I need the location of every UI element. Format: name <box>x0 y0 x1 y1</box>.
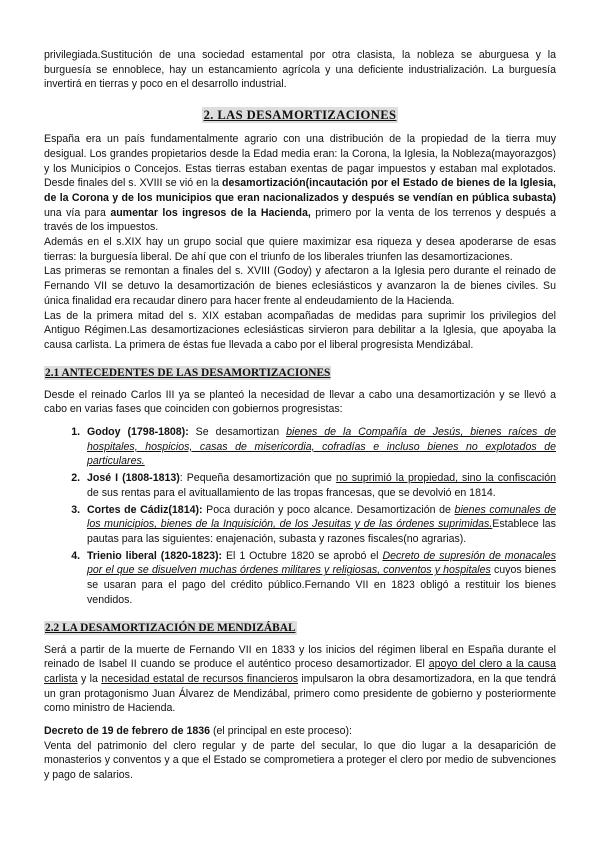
text-run: Poca duración y poco alcance. Desamortización de <box>202 503 455 516</box>
bold-definition: desamortización(incautación por el Estado de bienes de la Iglesia, de la Corona y de los municipios que eran nacionalizados y después se vendían en pública subasta) <box>44 177 556 204</box>
text-run: Se desamortizan <box>188 426 287 439</box>
section-2-2-paragraph-2: Venta del patrimonio del clero regular y de parte del secular, lo que dio lugar a la desaparición de monasterios y conventos y a que el Estado se comprometiera a proteger el clero por medio de subvenciones y pago de salarios. <box>44 739 556 782</box>
text-run: (el principal en este proceso): <box>210 725 352 738</box>
text-run: España era un país fundamentalmente agrario con una distribución de la propiedad de la tierra muy desigual. Los grandes propietarios desde la Edad media eran: la Corona, la Iglesia, la Nobleza(mayorazgos) y los Municipios o Concejos. Estas tierras estaban exentas de pagar impuestos y estaban mal explotados. Desde finales del s. XVIII se vió en la <box>44 133 556 190</box>
list-item <box>83 503 556 547</box>
underlined-cause: necesidad estatal de recursos financieros <box>101 672 299 685</box>
list-item <box>83 471 556 500</box>
text-run: primero por la venta de los terrenos y después a través de los impuestos. <box>44 206 557 234</box>
text-run: una vía para <box>44 206 111 219</box>
item-title: Godoy (1798-1808): <box>87 426 189 439</box>
text-run: Establece las pautas para las siguientes: enajenación, subasta y razones fiscales(no agrarias). <box>87 518 556 545</box>
text-run: impulsaron la obra desamortizadora, en la que tendrá un gran protagonismo Juan Álvarez de Mendizábal, primero como presidente de gobierno y posteriormente como ministro de Hacienda. <box>44 672 557 715</box>
section-2-paragraph-4: Las de la primera mitad del s. XIX estaban acompañadas de medidas para suprimir los privilegios del Antiguo Régimen.Las desamortizaciones eclesiásticas sirvieron para debilitar a la Iglesia, que apoyaba la causa carlista. La primera de éstas fue llevada a cabo por el liberal progresista Mendizábal. <box>44 309 556 351</box>
section-2-1-intro: Desde el reinado Carlos III ya se planteó la necesidad de llevar a cabo una desamortización y se llevó a cabo en varias fases que coinciden con gobiernos progresistas: <box>44 388 556 416</box>
item-title: José I (1808-1813) <box>87 472 180 485</box>
text-run: cuyos bienes se usaran para el pago del crédito público.Fernando VII en 1823 obligó a restituir los bienes vendidos. <box>87 564 556 606</box>
section-2-2-paragraph-1 <box>44 643 556 717</box>
section-2-title: 2. LAS DESAMORTIZACIONES <box>203 108 397 123</box>
section-2-2-title: 2.2 LA DESAMORTIZACIÓN DE MENDIZÁBAL <box>45 621 296 634</box>
bold-purpose: aumentar los ingresos de la Hacienda, <box>110 206 311 219</box>
section-2-heading <box>44 106 556 124</box>
item-title: Cortes de Cádiz(1814): <box>87 503 203 516</box>
decree-title: Decreto de 19 de febrero de 1836 <box>44 725 211 738</box>
list-item <box>83 549 556 608</box>
document-page <box>44 48 556 783</box>
text-run: : Pequeña desamortización que <box>179 472 336 485</box>
list-item <box>83 425 556 469</box>
item-emphasis: bienes de la Compañía de Jesús, bienes raíces de hospitales, hospicios, casas de misericordia, cofradías e incluso bienes no explotados de particulares. <box>87 426 556 468</box>
intro-paragraph: privilegiada.Sustitución de una sociedad estamental por otra clasista, la nobleza se aburguesa y la burguesía se ennoblece, hay un estancamiento agrícola y una deficiente industrialización. La burguesía invertirá en tierras y poco en el desarrollo industrial. <box>44 49 556 91</box>
text-run: Será a partir de la muerte de Fernando VII en 1833 y los inicios del régimen liberal en España durante el reinado de Isabel II cuando se produce el auténtico proceso desamortizador. El <box>44 643 556 671</box>
text-run: y la <box>77 672 102 685</box>
item-title: Trienio liberal (1820-1823): <box>87 549 223 562</box>
decree-line <box>44 724 556 739</box>
underlined-cause: apoyo del clero a la causa carlista <box>44 658 556 685</box>
section-2-1-heading <box>44 363 556 381</box>
item-emphasis: bienes comunales de los municipios, bienes de la Inquisición, de los Jesuitas y de las órdenes suprimidas. <box>87 503 556 531</box>
section-2-2-heading <box>44 618 556 636</box>
section-2-paragraph-2: Además en el s.XIX hay un grupo social que quiere maximizar esa riqueza y desea apoderarse de esas tierras: la burguesía liberal. De ahí que con el triunfo de los liberales triunfen las desamortizaciones. <box>44 236 556 263</box>
section-2-paragraph-3: Las primeras se remontan a finales del s. XVIII (Godoy) y afectaron a la Iglesia pero durante el reinado de Fernando VII se detuvo la desamortización de bienes eclesiásticos y avanzaron la de bienes civiles. Su única finalidad era recaudar dinero para hacer frente al endeudamiento de la Hacienda. <box>44 265 556 307</box>
item-underline: no suprimió la propiedad, sino la confiscación <box>335 472 556 485</box>
item-emphasis: Decreto de supresión de monacales por el que se disuelven muchas órdenes militares y religiosas, conventos y hospitales <box>87 549 556 577</box>
section-2-1-title: 2.1 ANTECEDENTES DE LAS DESAMORTIZACIONES <box>45 366 331 379</box>
text-run: El 1 Octubre 1820 se aprobó el <box>222 549 383 562</box>
antecedents-list <box>44 425 556 607</box>
text-run: de sus rentas para el avituallamiento de las tropas francesas, que se devolvió en 1814. <box>87 486 496 499</box>
section-2-paragraph-1 <box>44 132 556 235</box>
